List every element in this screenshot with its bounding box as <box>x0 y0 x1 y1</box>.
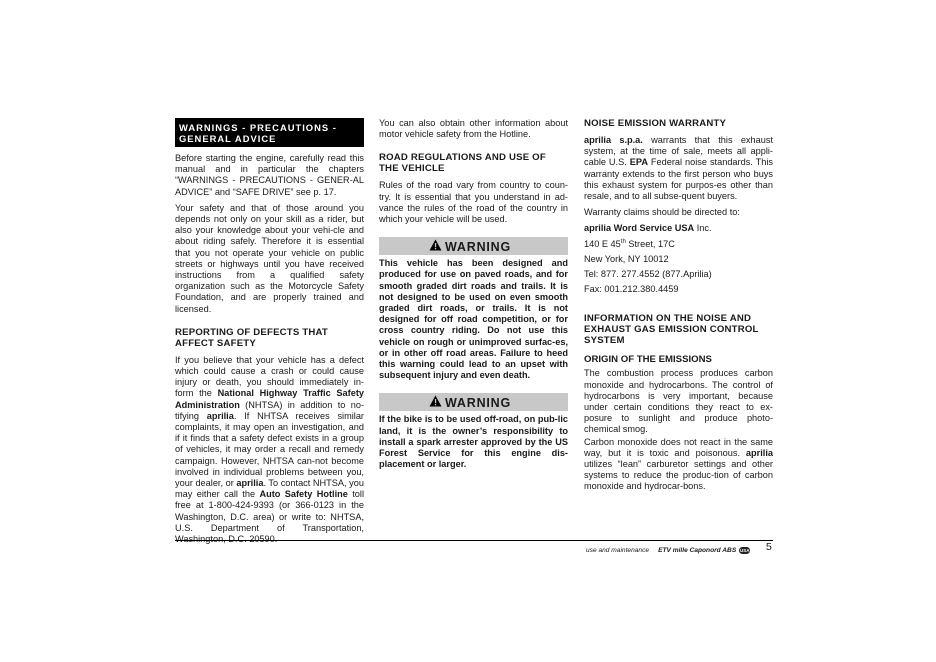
warning-banner-1 <box>379 237 568 255</box>
warning-text-1: This vehicle has been designed and produced for use on paved roads, and for smooth graded dirt roads and trails. It is not designed to be used on even smooth graded dirt roads, or trails. It is not designed for off road competition, or for cross country riding. Do not use this vehicle on rough or unimproved surfac-es, or in other off road areas. Failure to heed this warning could lead to an upset with subsequent injury and even death. <box>379 258 568 381</box>
paragraph-combustion: The combustion process produces carbon monoxide and hydrocarbons. The control of hydrocarbons is very important, because under certain conditions they react to ex-posure to sunlight and produce photo-chemical smog. <box>584 368 773 435</box>
heading-road-regulations: ROAD REGULATIONS AND USE OF THE VEHICLE <box>379 152 546 175</box>
paragraph-claims: Warranty claims should be directed to: <box>584 207 740 218</box>
subheading-origin: ORIGIN OF THE EMISSIONS <box>584 354 712 366</box>
paragraph-carbon-monoxide: Carbon monoxide does not react in the same way, but it is toxic and poisonous. aprilia utilizes “lean” carburetor settings and other systems to reduce the produc-tion of carbon monoxide and hydrocar-bons. <box>584 436 773 492</box>
address-city: New York, NY 10012 <box>584 253 669 264</box>
warning-triangle-icon <box>429 395 442 410</box>
warning-label-2: WARNING <box>445 395 512 410</box>
footer <box>586 543 773 557</box>
heading-emission-control: INFORMATION ON THE NOISE AND EXHAUST GAS EMISSION CONTROL SYSTEM <box>584 313 759 347</box>
footer-divider <box>175 540 773 541</box>
paragraph-intro: Before starting the engine, carefully read this manual and in particular the chapters “WARNINGS - PRECAUTIONS - GENER-AL ADVICE” and “SAFE DRIVE” see p. 17. <box>175 153 364 197</box>
usa-badge-icon: USA <box>739 547 750 553</box>
address-fax: Fax: 001.212.380.4459 <box>584 284 679 295</box>
warning-label-1: WARNING <box>445 239 512 254</box>
section-banner-warnings: WARNINGS - PRECAUTIONS - GENERAL ADVICE <box>175 118 364 147</box>
paragraph-safety: Your safety and that of those around you depends not only on your skill as a rider, but also your knowledge about your vehi-cle and about riding safely. Therefore it is essential that you not operate your vehicle on public streets or highways until you have received instructions from a qualified safety organization such as the Motorcycle Safety Foundation, and are properly trained and licensed. <box>175 202 364 314</box>
address-company: aprilia Word Service USA Inc. <box>584 223 712 234</box>
column-left <box>175 118 364 550</box>
heading-noise-warranty: NOISE EMISSION WARRANTY <box>584 118 727 129</box>
footer-model-name: ETV mille Caponord ABS <box>658 546 737 554</box>
paragraph-reporting: If you believe that your vehicle has a defect which could cause a crash or could cause injury or death, you should immediately in-form the National Highway Traffic Safety Administration (NHTSA) in addition to no-tifying aprilia. If NHTSA receives similar complaints, it may open an investigation, and if it finds that a safety defect exists in a group of vehicles, it may order a recall and remedy campaign. However, NHTSA can-not become involved in individual problems between you, your dealer, or aprilia. To contact NHTSA, you may either call the Auto Safety Hotline toll free at 1-800-424-9393 (or 366-0123 in the Washington, D.C. area) or write to: NHTSA, U.S. Department of Transportation, <box>175 354 364 533</box>
paragraph-warranty: aprilia s.p.a. warrants that this exhaust system, at the time of sale, meets all appli-cable U.S. EPA Federal noise standards. This warranty extends to the first person who buys this exhaust system for purpos-es other than resale, and to all subse-quent buyers. <box>584 135 773 202</box>
footer-section-label: use and maintenance <box>586 546 650 554</box>
address-tel: Tel: 877. 277.4552 (877.Aprilia) <box>584 269 712 280</box>
column-middle <box>379 118 568 475</box>
heading-reporting-defects: REPORTING OF DEFECTS THAT AFFECT SAFETY <box>175 326 328 349</box>
page-number: 5 <box>766 541 772 553</box>
warning-banner-2 <box>379 393 568 411</box>
address-street: 140 E 45th Street, 17C <box>584 238 675 249</box>
column-right <box>584 118 773 498</box>
address-block <box>584 223 773 295</box>
paragraph-hotline: You can also obtain other information about motor vehicle safety from the Hotline. <box>379 118 568 140</box>
warning-text-2: If the bike is to be used off-road, on pub-lic land, it is the owner’s responsibility to install a spark arrester approved by the US Forest Service for this engine dis-placement or larger. <box>379 414 568 470</box>
warning-triangle-icon <box>429 239 442 254</box>
paragraph-road-rules: Rules of the road vary from country to coun-try. It is essential that you understand in ad-vance the rules of the road of the country in which your vehicle will be used. <box>379 180 568 225</box>
